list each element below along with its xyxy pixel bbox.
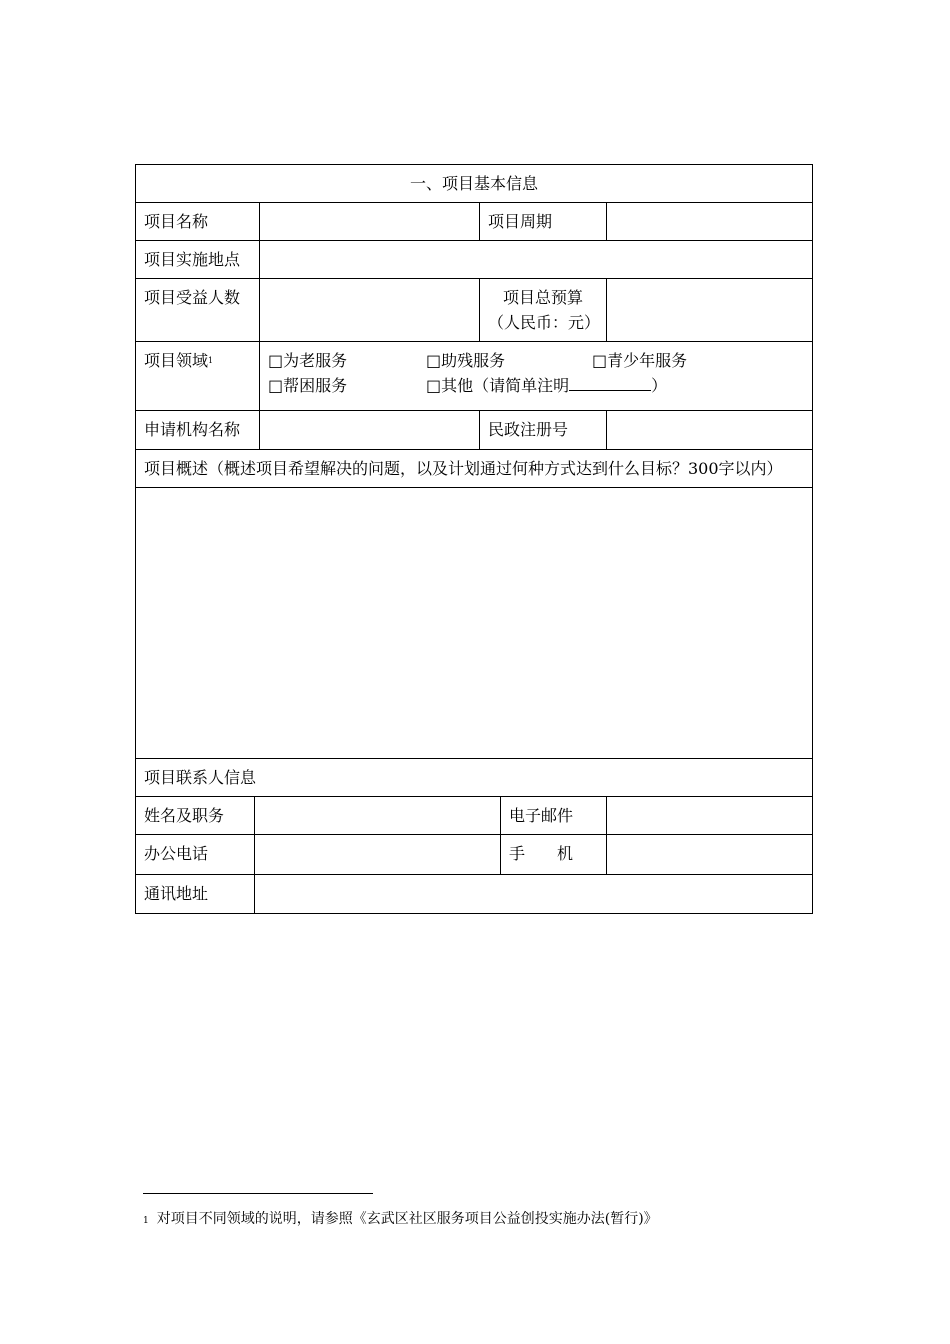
- contact-table: [135, 758, 813, 914]
- domain-option-poverty[interactable]: □帮困服务: [268, 376, 348, 395]
- project-period-field[interactable]: [607, 203, 813, 241]
- section-title: 一、项目基本信息: [136, 165, 813, 203]
- domain-option-other[interactable]: [426, 373, 667, 398]
- contact-title: 项目联系人信息: [136, 759, 813, 797]
- footnote-number: 1: [143, 1216, 149, 1226]
- budget-label-line2: （人民币：元）: [488, 313, 601, 332]
- name-position-label: 姓名及职务: [136, 797, 255, 835]
- project-name-field[interactable]: [260, 203, 480, 241]
- footnote-text: 对项目不同领域的说明，请参照《玄武区社区服务项目公益创投实施办法(暂行)》: [156, 1211, 658, 1227]
- email-label: 电子邮件: [501, 797, 607, 835]
- domain-options: [260, 342, 813, 411]
- name-position-field[interactable]: [255, 797, 501, 835]
- registration-no-field[interactable]: [607, 411, 813, 450]
- domain-label: 项目领域: [144, 351, 209, 370]
- domain-option-youth[interactable]: □青少年服务: [592, 351, 688, 370]
- address-field[interactable]: [255, 875, 813, 914]
- budget-label: [480, 279, 607, 342]
- registration-no-label: 民政注册号: [480, 411, 607, 450]
- mobile-field[interactable]: [607, 835, 813, 875]
- domain-label-cell: [136, 342, 260, 411]
- budget-label-line1: 项目总预算: [502, 288, 583, 307]
- overview-label: 项目概述（概述项目希望解决的问题，以及计划通过何种方式达到什么目标？300字以内）: [136, 450, 813, 488]
- domain-option-other-close: ）: [651, 376, 668, 395]
- office-phone-field[interactable]: [255, 835, 501, 875]
- org-name-field[interactable]: [260, 411, 480, 450]
- org-name-label: 申请机构名称: [136, 411, 260, 450]
- address-label: 通讯地址: [136, 875, 255, 914]
- footnote-ref: 1: [208, 356, 214, 365]
- footnote-divider: [143, 1193, 373, 1194]
- project-period-label: 项目周期: [480, 203, 607, 241]
- overview-field[interactable]: [136, 488, 813, 759]
- project-form: [135, 164, 812, 914]
- email-field[interactable]: [607, 797, 813, 835]
- project-name-label: 项目名称: [136, 203, 260, 241]
- beneficiaries-field[interactable]: [260, 279, 480, 342]
- domain-option-elderly[interactable]: □为老服务: [268, 351, 348, 370]
- budget-field[interactable]: [607, 279, 813, 342]
- office-phone-label: 办公电话: [136, 835, 255, 875]
- location-field[interactable]: [260, 241, 813, 279]
- location-label: 项目实施地点: [136, 241, 260, 279]
- other-blank-line[interactable]: [569, 375, 651, 391]
- domain-option-disabled[interactable]: □助残服务: [426, 351, 506, 370]
- footnote: [143, 1208, 658, 1228]
- basic-info-table: [135, 164, 813, 759]
- beneficiaries-label: 项目受益人数: [136, 279, 260, 342]
- mobile-label: 手 机: [501, 835, 607, 875]
- domain-option-other-label: □其他（请简单注明: [426, 376, 570, 395]
